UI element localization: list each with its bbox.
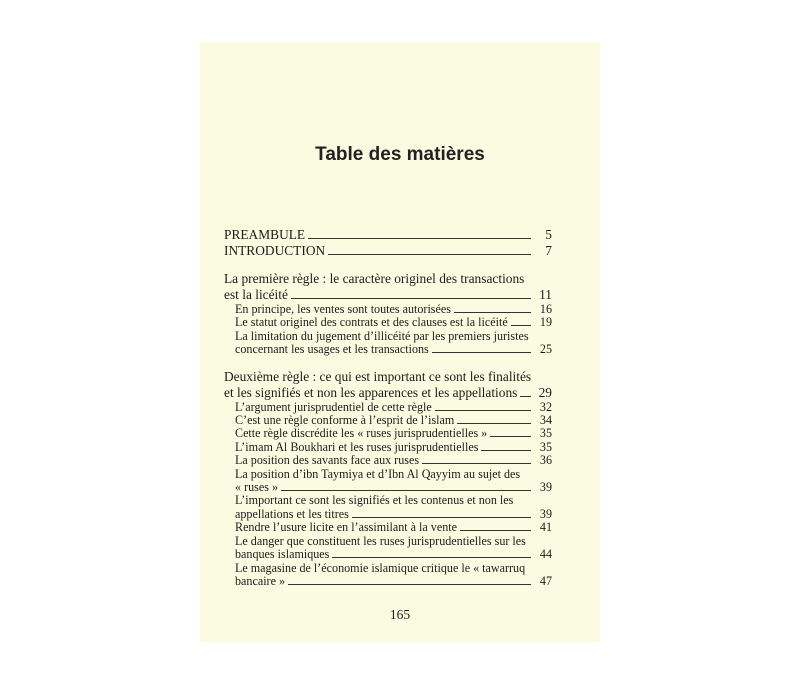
dot-leader (435, 410, 531, 411)
toc-entry-text: Le danger que constituent les ruses jurisprudentielles sur les (235, 533, 526, 548)
dot-leader (352, 517, 531, 518)
toc-entry-text: La limitation du jugement d’illicéité par les premiers juristes (235, 328, 529, 343)
dot-leader (481, 450, 531, 451)
toc-entry (224, 427, 552, 440)
toc-entry-text: La position des savants face aux ruses (235, 453, 420, 468)
dot-leader (288, 584, 531, 585)
toc-entry-text: L’imam Al Boukhari et les ruses jurisprudentielles (235, 439, 479, 454)
toc-page-number: 39 (539, 480, 552, 495)
toc-entry-text: INTRODUCTION (224, 243, 326, 258)
dot-leader (328, 254, 531, 255)
toc-entry-text: La première règle : le caractère originel des transactions (224, 271, 525, 286)
toc-entry-text: Le magasine de l’économie islamique critique le « tawarruq (235, 560, 526, 575)
toc-entry-text: En principe, les ventes sont toutes autorisées (235, 302, 451, 316)
toc-entry (224, 303, 552, 316)
toc-entry (224, 441, 552, 454)
toc-entry-text: L’important ce sont les signifiés et les contenus et non les (235, 493, 514, 508)
page-number: 165 (389, 607, 411, 622)
toc-page-number: 5 (545, 227, 552, 242)
page-title: Table des matières (315, 144, 485, 165)
dot-leader (308, 238, 531, 239)
toc-page-number: 44 (539, 547, 552, 562)
toc-entry (224, 227, 552, 243)
dot-leader (520, 396, 531, 397)
toc-page-number: 19 (539, 315, 552, 330)
dot-leader (432, 352, 531, 353)
toc-page-number: 7 (545, 243, 552, 258)
toc-entry-text: PREAMBULE (224, 227, 306, 242)
toc-entry (224, 535, 552, 562)
toc-page-number: 47 (539, 573, 552, 588)
toc-entry (224, 243, 552, 259)
dot-leader (490, 436, 531, 437)
dot-leader (332, 557, 531, 558)
toc-entry-text: et les signifiés et non les apparences et les appellations (224, 384, 518, 400)
toc-entry (224, 316, 552, 329)
toc-page-number: 11 (539, 287, 552, 302)
toc-entry-text: « ruses » (235, 480, 278, 495)
toc-entry (224, 330, 552, 357)
toc-entry (224, 494, 552, 521)
toc-entry (224, 521, 552, 534)
toc-entry (224, 468, 552, 495)
toc-entry (224, 271, 552, 303)
toc-entry-text: banques islamiques (235, 547, 330, 562)
toc-entry-text: La position d’ibn Taymiya et d’Ibn Al Qayyim au sujet des (235, 466, 521, 481)
toc-entry (224, 562, 552, 589)
toc-entry (224, 369, 552, 401)
toc-entry-text: est la licéité (224, 287, 288, 302)
dot-leader (454, 312, 531, 313)
toc-entry-text: concernant les usages et les transactions (235, 342, 429, 357)
dot-leader (281, 490, 531, 491)
book-page (200, 42, 600, 642)
toc-entry (224, 401, 552, 414)
toc-page-number: 16 (539, 302, 552, 316)
toc-page-number: 36 (539, 453, 552, 468)
toc-entry (224, 414, 552, 427)
dot-leader (422, 463, 531, 464)
toc-entry-text: Deuxième règle : ce qui est important ce sont les finalités (224, 368, 532, 384)
toc-page-number: 29 (538, 384, 552, 400)
dot-leader (511, 325, 531, 326)
dot-leader (291, 298, 531, 299)
toc-entry-text: C’est une règle conforme à l’esprit de l’islam (235, 413, 455, 428)
toc-page-number: 35 (539, 439, 552, 454)
toc-page-number: 32 (539, 399, 552, 414)
toc-page-number: 39 (539, 506, 552, 521)
toc-page-number: 41 (539, 520, 552, 535)
toc-entry-text: Le statut originel des contrats et des clauses est la licéité (235, 315, 508, 330)
toc-page-number: 35 (539, 426, 552, 441)
dot-leader (460, 530, 531, 531)
toc-list (224, 227, 552, 588)
toc-entry-text: appellations et les titres (235, 506, 349, 521)
toc-page-number: 34 (539, 413, 552, 428)
toc-entry-text: Rendre l’usure licite en l’assimilant à la vente (235, 520, 457, 535)
toc-entry-text: Cette règle discrédite les « ruses jurisprudentielles » (235, 426, 488, 441)
dot-leader (457, 423, 531, 424)
toc-entry-text: L’argument jurisprudentiel de cette règle (235, 399, 432, 414)
toc-entry (224, 454, 552, 467)
toc-entry-text: bancaire » (235, 573, 286, 588)
toc-page-number: 25 (539, 342, 552, 357)
